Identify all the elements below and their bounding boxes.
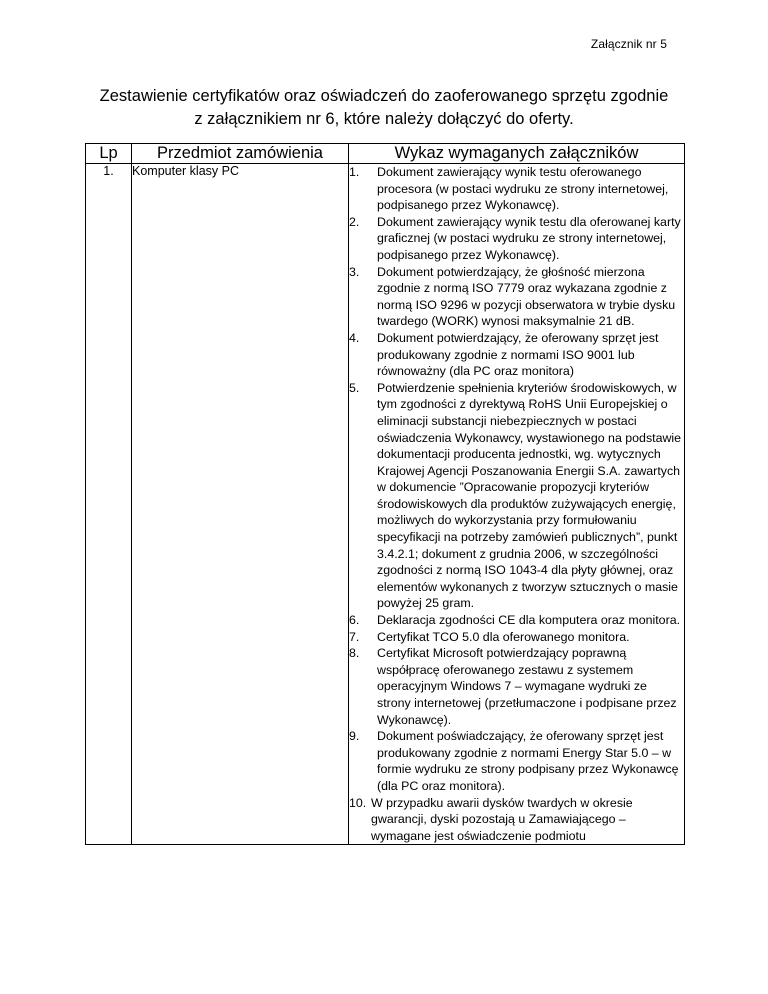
header-attachments: Wykaz wymaganych załączników xyxy=(349,144,685,164)
list-item xyxy=(349,330,684,380)
attachments-cell xyxy=(349,164,685,845)
list-item-number: 5. xyxy=(349,380,360,395)
row-lp: 1. xyxy=(86,164,132,845)
list-item xyxy=(349,380,684,612)
attachments-list xyxy=(349,164,684,844)
requirements-table xyxy=(85,143,685,845)
list-item-number: 9. xyxy=(349,729,360,744)
document-heading xyxy=(0,85,768,131)
list-item xyxy=(349,645,684,728)
list-item xyxy=(349,612,684,629)
list-item-text: Dokument potwierdzający, że głośność mierzona zgodnie z normą ISO 7779 oraz wykazana zgodnie z normą ISO 9296 w pozycji obserwatora w trybie dysku twardego (WORK) wynosi maksymalnie 21 dB. xyxy=(377,264,676,329)
list-item-text: Certyfikat TCO 5.0 dla oferowanego monitora. xyxy=(377,629,630,644)
list-item-number: 6. xyxy=(349,613,360,628)
list-item xyxy=(349,728,684,794)
table-row xyxy=(86,164,685,845)
list-item xyxy=(349,629,684,646)
list-item-number: 8. xyxy=(349,646,360,661)
list-item-number: 7. xyxy=(349,629,360,644)
header-subject: Przedmiot zamówienia xyxy=(132,144,349,164)
row-subject: Komputer klasy PC xyxy=(132,164,349,845)
list-item xyxy=(349,795,684,845)
list-item-number: 3. xyxy=(349,264,360,279)
list-item-text: Certyfikat Microsoft potwierdzający poprawną współpracę oferowanego zestawu z systemem operacyjnym Windows 7 – wymagane wydruki ze strony internetowej (przetłumaczone i podpisane przez Wykonawcę). xyxy=(377,646,677,727)
list-item-number: 1. xyxy=(349,165,360,179)
header-lp: Lp xyxy=(86,144,132,164)
list-item-number: 10. xyxy=(349,795,367,810)
table-header-row xyxy=(86,144,685,164)
heading-line-2: z załącznikiem nr 6, które należy dołączyć do oferty. xyxy=(194,110,574,128)
list-item xyxy=(349,264,684,330)
list-item-number: 4. xyxy=(349,330,360,345)
list-item-text: Potwierdzenie spełnienia kryteriów środowiskowych, w tym zgodności z dyrektywą RoHS Unii Europejskiej o eliminacji substancji niebezpiecznych w postaci oświadczenia Wykonawcy, wystawionego na podstawie dokumentacji producenta jednostki, wg. wytycznych Krajowej Agencji Poszanowania Energii S.A. zawartych w dokumencie ”Opracowanie propozycji kryteriów środowiskowych dla produktów zużywających energię, możliwych do wykorzystania przy formułowaniu specyfikacji na potrzeby zamówień publicznych”, punkt 3.4.2.1; dokument z grudnia 2006, w szczególności zgodności z normą ISO 1043-4 dla płyty głównej, oraz elementów wykonanych z tworzyw sztucznych o masie powyżej 25 gram. xyxy=(377,380,682,611)
list-item-number: 2. xyxy=(349,214,360,229)
annex-label: Załącznik nr 5 xyxy=(590,37,667,51)
list-item-text: Dokument zawierający wynik testu oferowanego procesora (w postaci wydruku ze strony internetowej, podpisanego przez Wykonawcę). xyxy=(377,165,669,213)
list-item-text: Dokument potwierdzający, że oferowany sprzęt jest produkowany zgodnie z normami ISO 9001 lub równoważny (dla PC oraz monitora) xyxy=(377,330,659,379)
list-item-text: Dokument poświadczający, że oferowany sprzęt jest produkowany zgodnie z normami Energy Star 5.0 – w formie wydruku ze strony podpisany przez Wykonawcę (dla PC oraz monitora). xyxy=(377,729,679,793)
list-item xyxy=(349,214,684,264)
list-item-text: W przypadku awarii dysków twardych w okresie gwarancji, dyski pozostają u Zamawiającego – wymagane jest oświadczenie podmiotu xyxy=(371,795,633,843)
heading-line-1: Zestawienie certyfikatów oraz oświadczeń do zaoferowanego sprzętu zgodnie xyxy=(99,87,669,105)
list-item-text: Deklaracja zgodności CE dla komputera oraz monitora. xyxy=(377,613,681,628)
list-item xyxy=(349,164,684,214)
list-item-text: Dokument zawierający wynik testu dla oferowanej karty graficznej (w postaci wydruku ze strony internetowej, podpisanego przez Wykonawcę). xyxy=(377,214,681,262)
